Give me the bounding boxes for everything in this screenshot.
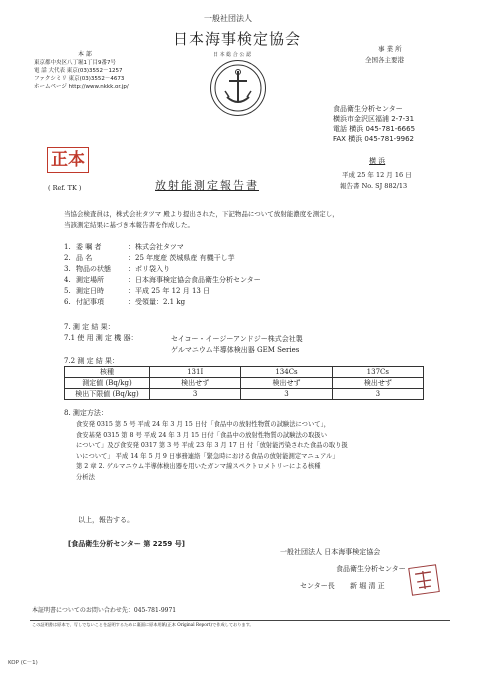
intro-text [64, 209, 339, 231]
intro-line: 当協会検査員は，株式会社タツマ 殿より提出された，下記物品について放射能濃度を測定し， [64, 210, 339, 218]
instrument-line: ゲルマニウム半導体検出器 GEM Series [171, 346, 300, 354]
office-sub: 全国各主要港 [365, 56, 404, 64]
item-row: 1. 委 嘱 者 ： 株式会社タツマ [64, 243, 184, 251]
signature-name: 新 堀 清 正 [350, 582, 385, 590]
table-header-cell: 核種 [65, 367, 150, 378]
hq-line: ホームページ http://www.nkkk.or.jp/ [34, 84, 129, 90]
center-address: 横浜市金沢区福浦 2-7-31 [333, 115, 415, 123]
item-row: 6. 付記事項 ： 受領量：2.1 kg [64, 298, 186, 306]
association-emblem-icon [210, 60, 266, 116]
item-row: 5. 測定日時 ： 平成 25 年 12 月 13 日 [64, 287, 211, 295]
section7-1-label: 7.1 使 用 測 定 機 器： [64, 334, 138, 342]
original-stamp: 正本 [47, 147, 89, 173]
office-title: 事 業 所 [378, 45, 402, 53]
method-line: いについて」 平成 14 年 5 月 9 日事務連絡「緊急時における食品の放射能測定マニュアル」 [76, 452, 339, 460]
signature-dept: 食品衛生分析センター [336, 565, 406, 573]
instrument-text [171, 334, 303, 356]
center-tel: 電話 横浜 045-781-6665 [333, 125, 416, 133]
ref-code: ( Ref. TK ) [48, 184, 82, 192]
section8-title: 8. 測定方法： [64, 409, 108, 417]
document-title: 放射能測定報告書 [155, 179, 259, 192]
method-text [76, 420, 348, 483]
item-label: 測定場所 [76, 276, 104, 284]
assoc-type: 一般社団法人 [204, 14, 252, 23]
hq-line: 電 話 大代表 東京(03)3552－1257 [34, 68, 123, 74]
table-cell: 3 [150, 389, 241, 400]
center-name: 食品衛生分析センター [333, 105, 403, 113]
item-value: 平成 25 年 12 月 13 日 [135, 287, 211, 295]
hq-line: ファクシミリ 東京(03)3552－4673 [34, 76, 125, 82]
item-value: 25 年度産 茨城県産 有機干し芋 [135, 254, 235, 262]
results-table [64, 366, 424, 400]
item-row: 4. 測定場所 ： 日本海事検定協会食品衛生分析センター [64, 276, 261, 284]
item-label: 品 名 [76, 254, 93, 262]
item-no: 5. [64, 287, 71, 295]
report-number: 報告書 No. SJ 882/13 [340, 182, 408, 190]
seal-stamp-icon [408, 564, 440, 596]
method-line: 第 2 章 2. ゲルマニウム半導体検出器を用いたガンマ線スペクトロメトリーによる核種 [76, 463, 321, 470]
footer-divider [30, 620, 450, 621]
form-code: KOP (C－1) [8, 660, 38, 666]
table-header-cell: 134Cs [241, 367, 332, 378]
table-cell: 3 [241, 389, 332, 400]
item-label: 付記事項 [76, 298, 104, 306]
item-list [64, 242, 261, 308]
table-cell: 検出せず [332, 378, 423, 389]
certificate-number: [食品衛生分析センター 第 2259 号] [68, 540, 185, 548]
method-line: 食安発 0315 第 5 号 平成 24 年 3 月 15 日付「食品中の放射性物質の試験法について」， [76, 421, 331, 428]
table-cell: 検出せず [150, 378, 241, 389]
method-line: について」及び食安発 0317 第 3 号 平成 23 年 3 月 17 日 付「放射能汚染された食品の取り扱 [76, 442, 348, 449]
item-no: 3. [64, 265, 71, 273]
item-label: 測定日時 [76, 287, 104, 295]
section7-title: 7. 測 定 結 果： [64, 323, 115, 331]
item-row: 2. 品 名 ： 25 年度産 茨城県産 有機干し芋 [64, 254, 235, 262]
table-row [65, 378, 424, 389]
table-cell: 3 [332, 389, 423, 400]
signature-role: センター長 [300, 582, 335, 590]
hq-info [34, 59, 129, 91]
hq-title: 本 部 [78, 51, 92, 58]
center-address-block [333, 104, 415, 144]
item-value: 受領量：2.1 kg [135, 298, 186, 306]
method-line: 食安基発 0315 第 8 号 平成 24 年 3 月 15 日付「食品中の放射性物質の試験法の取扱い [76, 431, 327, 439]
intro-line: 当該測定結果に基づき本報告書を作成した。 [64, 221, 194, 229]
footer-notice: この証明書は原本で、写しでないことを証明するために裏面に原本用紙(正本 Original Report)で作成しております。 [32, 622, 254, 627]
assoc-name: 日本海事検定協会 [173, 30, 302, 48]
section7-2-label: 7.2 測 定 結 果： [64, 357, 120, 365]
instrument-line: セイコー・イージーアンドジー株式会社製 [171, 335, 303, 343]
report-date: 平成 25 年 12 月 16 日 [342, 171, 412, 179]
assoc-sub: 日 本 総 合 公 認 [213, 52, 251, 58]
table-cell: 検出せず [241, 378, 332, 389]
item-label: 委 嘱 者 [76, 243, 102, 251]
item-value: ポリ袋入り [135, 265, 170, 273]
table-cell: 測定値 (Bq/kg) [65, 378, 150, 389]
place: 横 浜 [369, 157, 386, 165]
item-no: 2. [64, 254, 71, 262]
table-header-cell: 131I [150, 367, 241, 378]
item-no: 6. [64, 298, 71, 306]
inquiry-contact: 本証明書についてのお問い合わせ先：045-781-9971 [32, 607, 177, 614]
signature-org: 一般社団法人 日本海事検定協会 [280, 548, 381, 556]
table-header-row [65, 367, 424, 378]
item-value: 株式会社タツマ [135, 243, 184, 251]
table-header-cell: 137Cs [332, 367, 423, 378]
table-cell: 検出下限値 (Bq/kg) [65, 389, 150, 400]
method-line: 分析法 [76, 473, 95, 481]
hq-line: 東京都中央区八丁堀1丁目9番7号 [34, 60, 116, 66]
item-no: 1. [64, 243, 71, 251]
closing-text: 以上，報告する。 [78, 516, 134, 524]
table-row [65, 389, 424, 400]
item-label: 物品の状態 [76, 265, 111, 273]
center-fax: FAX 横浜 045-781-9962 [333, 135, 415, 143]
item-no: 4. [64, 276, 71, 284]
item-value: 日本海事検定協会食品衛生分析センター [135, 276, 261, 284]
item-row: 3. 物品の状態 ： ポリ袋入り [64, 265, 170, 273]
